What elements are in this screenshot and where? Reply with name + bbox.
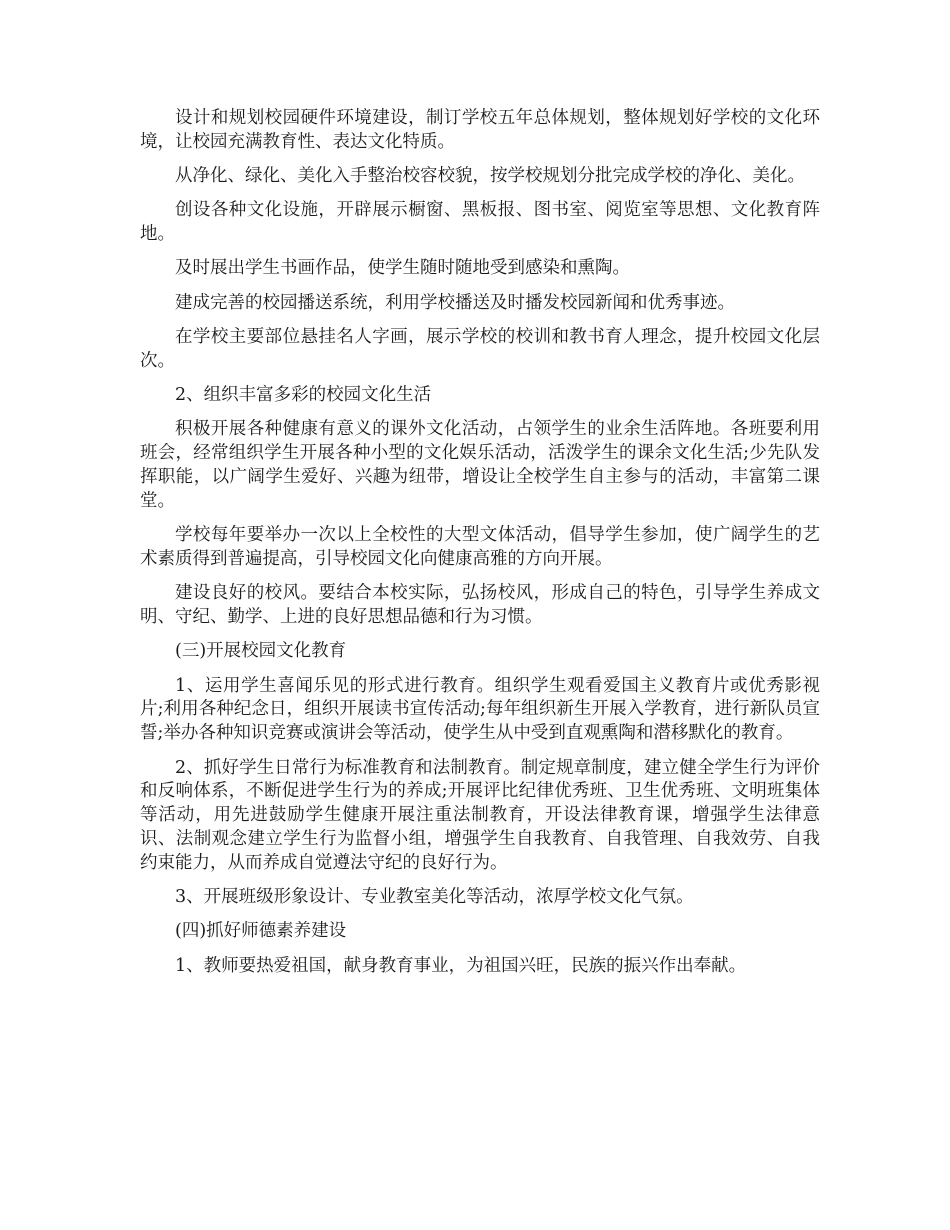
heading-cultural-education: (三)开展校园文化教育 [175,641,347,662]
paragraph-cultural-facilities: 创设各种文化设施，开辟展示橱窗、黑板报、图书室、阅览室等思想、文化教育阵地。 [140,200,820,245]
paragraph-campus-hardware-planning: 设计和规划校园硬件环境建设，制订学校五年总体规划，整体规划好学校的文化环境，让校园充满教育性、表达文化特质。 [140,108,820,152]
paragraph-class-image-design: 3、开展班级形象设计、专业教室美化等活动，浓厚学校文化气氛。 [175,887,694,908]
paragraph-student-artwork: 及时展出学生书画作品，使学生随时随地受到感染和熏陶。 [175,258,630,279]
heading-cultural-life: 2、组织丰富多彩的校园文化生活 [175,385,432,406]
paragraph-broadcast-system: 建成完善的校园播送系统，利用学校播送及时播发校园新闻和优秀事迹。 [175,292,735,313]
paragraph-annual-events: 学校每年要举办一次以上全校性的大型文体活动，倡导学生参加，使广阔学生的艺术素质得到普遍提高，引导校园文化向健康高雅的方向开展。 [140,525,820,569]
paragraph-calligraphy-display: 在学校主要部位悬挂名人字画，展示学校的校训和教书育人理念，提升校园文化层次。 [140,327,820,371]
paragraph-teacher-patriotism: 1、教师要热爱祖国，献身教育事业，为祖国兴旺，民族的振兴作出奉献。 [175,955,747,976]
document-body [140,107,820,989]
paragraph-extracurricular-activities: 积极开展各种健康有意义的课外文化活动，占领学生的业余生活阵地。各班要利用班会，经常组织学生开展各种小型的文化娱乐活动，活泼学生的课余文化生活;少先队发挥职能，以广阔学生爱好、兴趣为纽带，增设让全校学生自主参与的活动，丰富第二课堂。 [140,419,820,511]
paragraph-school-spirit: 建设良好的校风。要结合本校实际，弘扬校风，形成自己的特色，引导学生养成文明、守纪、勤学、上进的良好思想品德和行为习惯。 [140,583,820,628]
paragraph-education-forms: 1、运用学生喜闻乐见的形式进行教育。组织学生观看爱国主义教育片或优秀影视片;利用各种纪念日，组织开展读书宣传活动;每年组织新生开展入学教育，进行新队员宣誓;举办各种知识竞赛或演讲会等活动，使学生从中受到直观熏陶和潜移默化的教育。 [140,675,820,744]
paragraph-behavior-law-education: 2、抓好学生日常行为标准教育和法制教育。制定规章制度，建立健全学生行为评价和反响体系，不断促进学生行为的养成;开展评比纪律优秀班、卫生优秀班、文明班集体等活动，用先进鼓励学生健康开展注重法制教育，开设法律教育课，增强学生法律意识、法制观念建立学生行为监督小组，增强学生自我教育、自我管理、自我效劳、自我约束能力，从而养成自觉遵法守纪的良好行为。 [140,757,820,873]
paragraph-campus-beautification: 从净化、绿化、美化入手整治校容校貌，按学校规划分批完成学校的净化、美化。 [175,166,805,187]
heading-teacher-ethics: (四)抓好师德素养建设 [175,921,347,942]
